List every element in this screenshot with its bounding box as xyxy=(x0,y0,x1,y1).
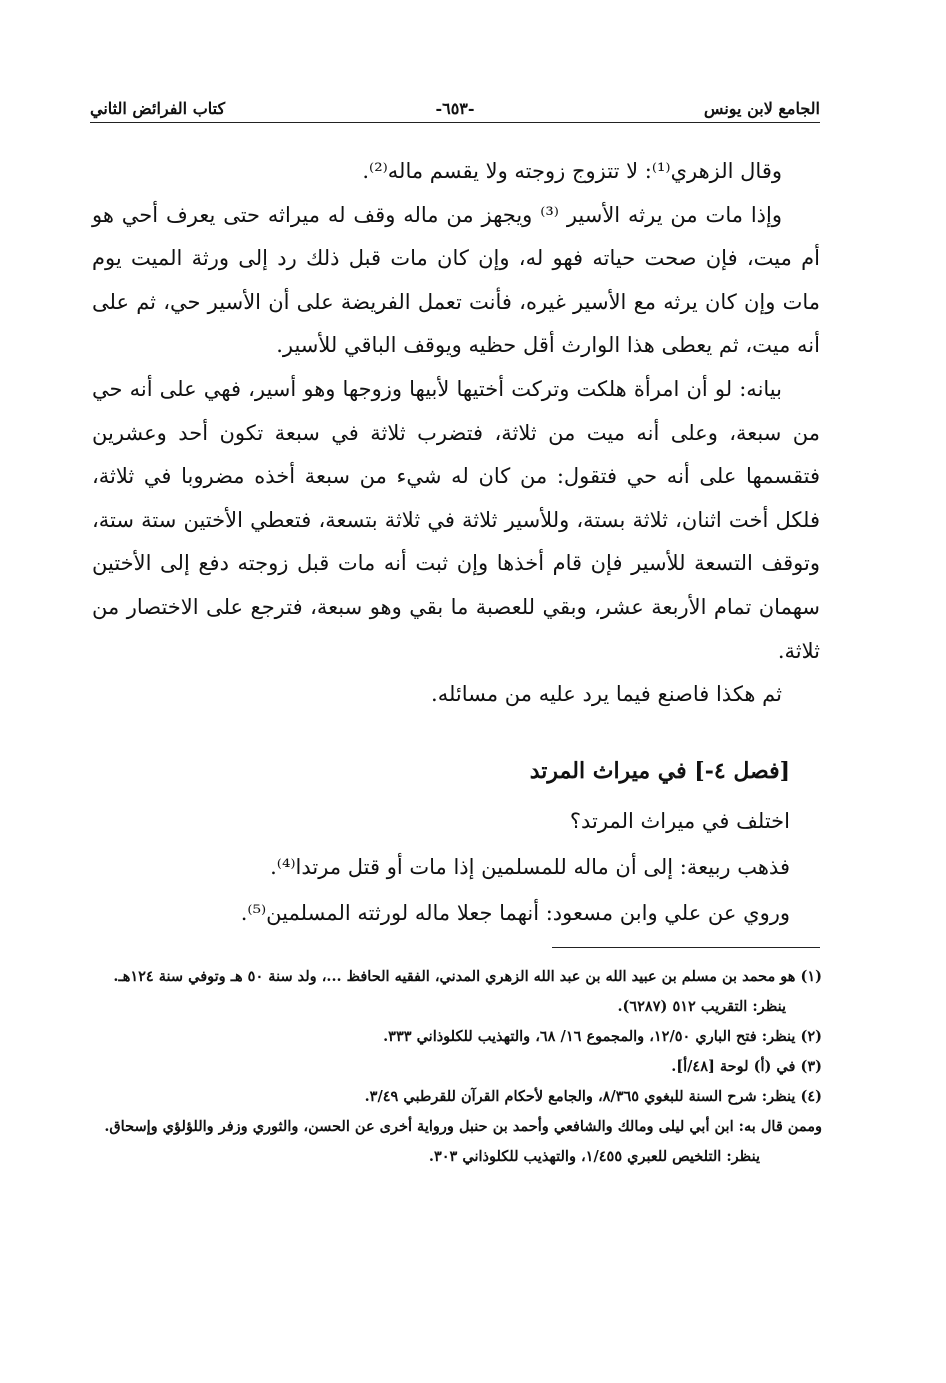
paragraph-zuhri: وقال الزهري⁽¹⁾: لا تتزوج زوجته ولا يقسم ماله⁽²⁾. xyxy=(362,159,782,183)
footnote-1-reference: ينظر: التقريب ٥١٢ (٦٢٨٧). xyxy=(617,998,786,1015)
footnote-1: (١) هو محمد بن مسلم بن عبيد الله بن عبد الله الزهري المدني، الفقيه الحافظ ...، ولد سنة ٥٠ هـ وتوفي سنة ١٢٤هـ. xyxy=(113,968,822,985)
section-line: وروي عن علي وابن مسعود: أنهما جعلا ماله لورثته المسلمين⁽⁵⁾. xyxy=(240,901,790,925)
footnote-4-reference: ينظر: التلخيص للعبري ١/٤٥٥، والتهذيب للكلوذاني ٣٠٣. xyxy=(428,1148,760,1165)
page-number: -٦٥٣- xyxy=(435,99,475,118)
footnote-separator xyxy=(552,947,820,948)
header-book-title: الجامع لابن يونس xyxy=(703,99,820,118)
footnote-2: (٢) ينظر: فتح الباري ١٢/٥٠، والمجموع ١٦/ ٦٨، والتهذيب للكلوذاني ٣٣٣. xyxy=(383,1028,822,1045)
section-line: فذهب ربيعة: إلى أن ماله للمسلمين إذا مات أو قتل مرتدا⁽⁴⁾. xyxy=(270,855,790,879)
paragraph-conclusion: ثم هكذا فاصنع فيما يرد عليه من مسائله. xyxy=(431,682,782,707)
footnote-3: (٣) في (أ) لوحة [٤٨/أ]. xyxy=(671,1058,822,1075)
main-text xyxy=(92,150,820,717)
section-body xyxy=(92,798,820,936)
section-heading: [فصل ٤-] في ميراث المرتد xyxy=(529,758,790,784)
paragraph-captive-inheritance: وإذا مات من يرثه الأسير ⁽³⁾ ويجهز من ماله وقف له ميراثه حتى يعرف أحي هو أم ميت، فإن صحت حياته فهو له، وإن كان مات قبل ذلك رد إلى ورثة الميت يوم مات وإن كان يرثه مع الأسير غيره، فأنت تعمل الفريضة على أن الأسير حي، ثم على أنه ميت، ثم يعطى هذا الوارث أقل حظيه ويوقف الباقي للأسير. xyxy=(92,202,820,358)
header-chapter-title: كتاب الفرائض الثاني xyxy=(90,99,226,118)
footnote-4: (٤) ينظر: شرح السنة للبغوي ٨/٣٦٥، والجامع لأحكام القرآن للقرطبي ٣/٤٩. xyxy=(364,1088,822,1105)
paragraph-explanation: بيانه: لو أن امرأة هلكت وتركت أختيها لأبيها وزوجها وهو أسير، فهي على أنه حي من سبعة، وعلى أنه ميت من ثلاثة، فتضرب ثلاثة في سبعة تكون أحد وعشرين فتقسمها على أنه حي فتقول: من كان له شيء من سبعة أخذه مضروبا في ثلاثة، فلكل أخت اثنان، ثلاثة بستة، وللأسير ثلاثة في ثلاثة بتسعة، فتعطي الأختين ستة ستة، وتوقف التسعة للأسير فإن قام أخذها وإن ثبت أنه مات قبل زوجته دفع إلى الأختين سهمان تمام الأربعة عشر، وبقي للعصبة ما بقي وهو سبعة، فترجع على الاختصار من ثلاثة. xyxy=(92,376,820,663)
footnotes xyxy=(90,962,822,1172)
section-line: اختلف في ميراث المرتد؟ xyxy=(569,809,790,833)
page-header xyxy=(90,88,820,123)
footnote-4-extra: وممن قال به: ابن أبي ليلى ومالك والشافعي وأحمد بن حنبل ورواية أخرى عن الحسن، والثوري وزفر واللؤلؤي وإسحاق. xyxy=(104,1118,822,1135)
